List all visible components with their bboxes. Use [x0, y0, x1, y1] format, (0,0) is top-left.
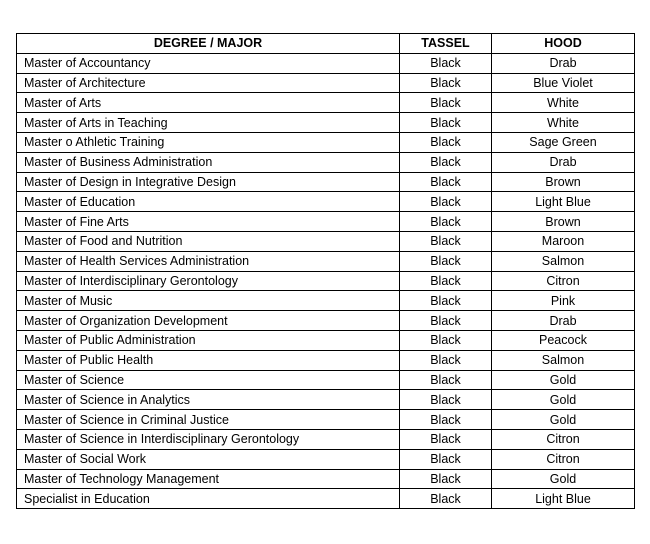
table-row — [17, 73, 635, 93]
degree-cell: Master of Health Services Administration — [17, 251, 400, 271]
table-row — [17, 449, 635, 469]
tassel-cell: Black — [400, 152, 492, 172]
table-row — [17, 93, 635, 113]
hood-cell: Blue Violet — [492, 73, 635, 93]
table-body — [17, 53, 635, 508]
hood-cell: Drab — [492, 152, 635, 172]
hood-cell: Brown — [492, 212, 635, 232]
table-row — [17, 489, 635, 509]
tassel-cell: Black — [400, 311, 492, 331]
table-row — [17, 172, 635, 192]
hood-cell: Gold — [492, 390, 635, 410]
tassel-cell: Black — [400, 192, 492, 212]
hood-cell: Salmon — [492, 350, 635, 370]
table-row — [17, 469, 635, 489]
tassel-cell: Black — [400, 93, 492, 113]
table-row — [17, 212, 635, 232]
table-header-row — [17, 34, 635, 54]
tassel-cell: Black — [400, 53, 492, 73]
tassel-cell: Black — [400, 390, 492, 410]
hood-cell: Sage Green — [492, 132, 635, 152]
table-row — [17, 429, 635, 449]
table-row — [17, 390, 635, 410]
hood-cell: Gold — [492, 370, 635, 390]
degree-cell: Master of Architecture — [17, 73, 400, 93]
degree-cell: Master of Technology Management — [17, 469, 400, 489]
table-row — [17, 53, 635, 73]
hood-cell: Drab — [492, 311, 635, 331]
hood-cell: Salmon — [492, 251, 635, 271]
degree-cell: Master of Science in Interdisciplinary Gerontology — [17, 429, 400, 449]
hood-cell: Drab — [492, 53, 635, 73]
tassel-cell: Black — [400, 429, 492, 449]
degree-cell: Master of Social Work — [17, 449, 400, 469]
tassel-cell: Black — [400, 350, 492, 370]
table-row — [17, 251, 635, 271]
tassel-cell: Black — [400, 330, 492, 350]
tassel-cell: Black — [400, 271, 492, 291]
hood-cell: Gold — [492, 469, 635, 489]
hood-cell: Light Blue — [492, 489, 635, 509]
tassel-cell: Black — [400, 410, 492, 430]
tassel-cell: Black — [400, 231, 492, 251]
table-row — [17, 291, 635, 311]
degree-cell: Master of Science — [17, 370, 400, 390]
table-row — [17, 231, 635, 251]
degree-cell: Master of Public Administration — [17, 330, 400, 350]
hood-cell: Pink — [492, 291, 635, 311]
degree-cell: Master o Athletic Training — [17, 132, 400, 152]
hood-cell: Light Blue — [492, 192, 635, 212]
header-degree-major: DEGREE / MAJOR — [17, 34, 400, 54]
tassel-cell: Black — [400, 449, 492, 469]
header-hood: HOOD — [492, 34, 635, 54]
tassel-cell: Black — [400, 73, 492, 93]
table-row — [17, 311, 635, 331]
degree-cell: Master of Interdisciplinary Gerontology — [17, 271, 400, 291]
degree-cell: Master of Food and Nutrition — [17, 231, 400, 251]
tassel-cell: Black — [400, 469, 492, 489]
degree-cell: Master of Music — [17, 291, 400, 311]
tassel-cell: Black — [400, 370, 492, 390]
tassel-cell: Black — [400, 251, 492, 271]
hood-cell: Brown — [492, 172, 635, 192]
hood-cell: Gold — [492, 410, 635, 430]
tassel-cell: Black — [400, 113, 492, 133]
degree-cell: Master of Public Health — [17, 350, 400, 370]
tassel-cell: Black — [400, 291, 492, 311]
hood-cell: White — [492, 113, 635, 133]
hood-cell: White — [492, 93, 635, 113]
degree-cell: Master of Education — [17, 192, 400, 212]
regalia-table — [16, 33, 635, 509]
degree-cell: Master of Organization Development — [17, 311, 400, 331]
table-row — [17, 132, 635, 152]
table-row — [17, 113, 635, 133]
degree-cell: Master of Science in Criminal Justice — [17, 410, 400, 430]
tassel-cell: Black — [400, 489, 492, 509]
hood-cell: Citron — [492, 449, 635, 469]
table-row — [17, 192, 635, 212]
hood-cell: Citron — [492, 271, 635, 291]
degree-cell: Master of Arts — [17, 93, 400, 113]
table-row — [17, 330, 635, 350]
header-tassel: TASSEL — [400, 34, 492, 54]
table-row — [17, 410, 635, 430]
degree-cell: Master of Arts in Teaching — [17, 113, 400, 133]
table-row — [17, 271, 635, 291]
table-row — [17, 152, 635, 172]
degree-cell: Specialist in Education — [17, 489, 400, 509]
tassel-cell: Black — [400, 212, 492, 232]
table-row — [17, 350, 635, 370]
tassel-cell: Black — [400, 172, 492, 192]
hood-cell: Maroon — [492, 231, 635, 251]
degree-cell: Master of Fine Arts — [17, 212, 400, 232]
degree-cell: Master of Science in Analytics — [17, 390, 400, 410]
degree-cell: Master of Business Administration — [17, 152, 400, 172]
hood-cell: Peacock — [492, 330, 635, 350]
degree-cell: Master of Design in Integrative Design — [17, 172, 400, 192]
tassel-cell: Black — [400, 132, 492, 152]
hood-cell: Citron — [492, 429, 635, 449]
table-row — [17, 370, 635, 390]
degree-cell: Master of Accountancy — [17, 53, 400, 73]
